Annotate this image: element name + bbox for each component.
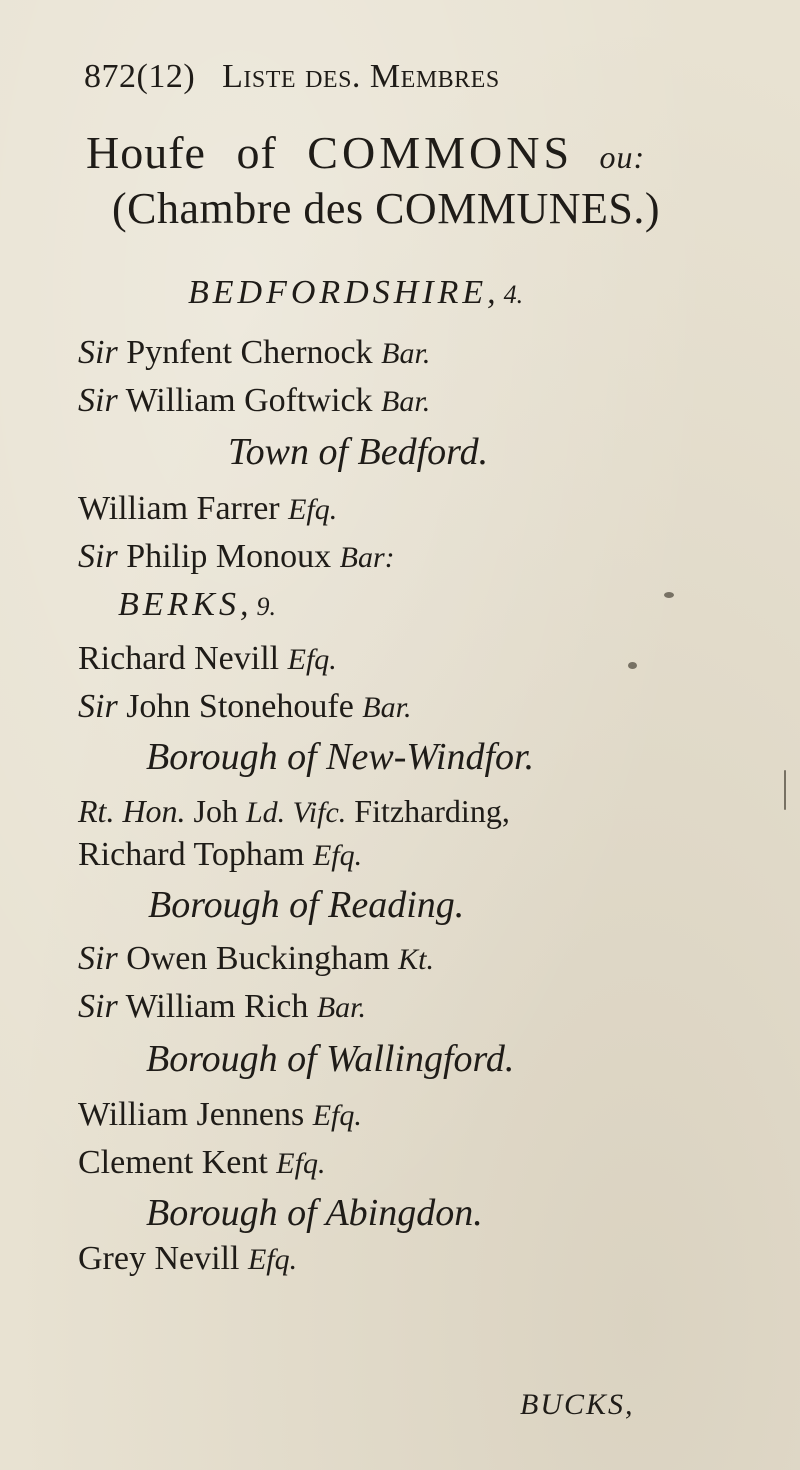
- member-title: Efq.: [312, 1099, 362, 1132]
- county-name: BERKS,: [118, 586, 253, 623]
- house-french: (Chambre des COMMUNES.): [112, 184, 661, 233]
- member-title: Efq.: [247, 1243, 298, 1276]
- member-entry: [78, 336, 430, 370]
- member-entry: [78, 1146, 325, 1180]
- house-english: Houfe: [86, 127, 206, 178]
- member-prefix: Rt. Hon.: [78, 793, 186, 829]
- member-prefix: Sir: [78, 382, 118, 419]
- member-suffix: Fitzharding,: [354, 793, 510, 829]
- member-entry: [78, 838, 362, 872]
- member-title: Ld. Vifc.: [246, 796, 347, 829]
- member-entry: [78, 795, 510, 828]
- county-name: BEDFORDSHIRE,: [188, 274, 500, 311]
- member-name: Grey Nevill: [78, 1240, 240, 1277]
- member-prefix: Sir: [78, 334, 118, 371]
- member-name: Philip Monoux: [126, 538, 332, 575]
- house-ou: ou:: [599, 139, 646, 175]
- member-entry: [78, 942, 434, 976]
- member-title: Kt.: [398, 943, 434, 976]
- member-entry: [78, 492, 337, 526]
- page-edge-mark: [784, 770, 786, 810]
- page-header: [84, 60, 500, 94]
- catchword: BUCKS,: [520, 1388, 635, 1421]
- member-entry: [78, 690, 411, 724]
- house-title: [86, 127, 646, 178]
- member-entry: [78, 1098, 362, 1132]
- member-name: Owen Buckingham: [126, 940, 390, 977]
- member-title: Bar:: [339, 541, 395, 574]
- member-entry: [78, 642, 337, 676]
- borough-heading: Town of Bedford.: [228, 431, 489, 473]
- member-title: Bar.: [381, 385, 431, 418]
- borough-heading: Borough of Abingdon.: [146, 1192, 483, 1234]
- member-name: William Rich: [125, 988, 309, 1025]
- ink-speck: [664, 592, 674, 598]
- member-entry: [78, 540, 395, 574]
- page-reference: 872(12): [84, 58, 196, 95]
- member-name: Joh: [193, 793, 238, 829]
- county-count: 9.: [256, 592, 276, 621]
- member-name: Richard Nevill: [78, 640, 280, 677]
- member-name: William Farrer: [78, 490, 280, 527]
- borough-heading: Borough of Wallingford.: [146, 1038, 515, 1080]
- borough-heading: Borough of New-Windfor.: [146, 736, 535, 778]
- member-title: Efq.: [288, 493, 338, 526]
- member-prefix: Sir: [78, 988, 118, 1025]
- member-name: John Stonehoufe: [126, 688, 354, 725]
- county-heading: [188, 276, 523, 310]
- member-title: Bar.: [316, 991, 367, 1024]
- member-name: William Goftwick: [125, 382, 373, 419]
- member-name: Clement Kent: [78, 1144, 268, 1181]
- member-title: Bar.: [362, 691, 412, 724]
- member-prefix: Sir: [78, 688, 118, 725]
- county-count: 4.: [503, 280, 524, 309]
- house-commons: COMMONS: [307, 127, 574, 178]
- member-name: Richard Topham: [78, 836, 305, 873]
- member-title: Efq.: [287, 643, 337, 676]
- ink-speck: [628, 662, 637, 669]
- county-heading: [118, 588, 276, 622]
- member-prefix: Sir: [78, 538, 118, 575]
- member-title: Bar.: [381, 337, 431, 370]
- member-entry: [78, 1242, 297, 1276]
- borough-heading: Borough of Reading.: [148, 884, 465, 926]
- member-prefix: Sir: [78, 940, 118, 977]
- house-of: of: [236, 127, 277, 178]
- member-name: William Jennens: [78, 1096, 305, 1133]
- member-title: Efq.: [312, 839, 363, 872]
- member-name: Pynfent Chernock: [126, 334, 373, 371]
- member-entry: [78, 384, 430, 418]
- running-title: Liste des. Membres: [222, 58, 500, 95]
- member-title: Efq.: [276, 1147, 326, 1180]
- member-entry: [78, 990, 366, 1024]
